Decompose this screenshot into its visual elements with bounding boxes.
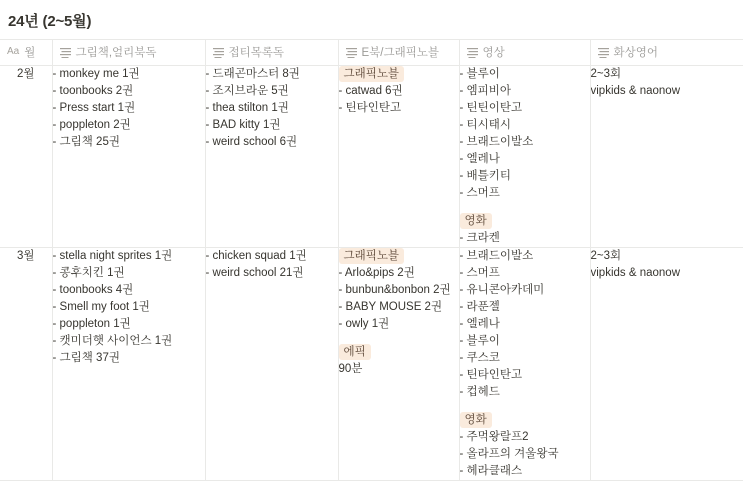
list-item: - 유니콘아카데미 xyxy=(460,282,590,299)
column-header-picture-books[interactable] xyxy=(52,40,205,66)
list-item: - 배틀키티 xyxy=(460,168,590,185)
list-item: - thea stilton 1권 xyxy=(206,100,338,117)
cell-ebook[interactable] xyxy=(338,66,459,248)
list-item: - bunbun&bonbon 2권 xyxy=(339,282,459,299)
list-item: - Smell my foot 1권 xyxy=(53,299,205,316)
sub-block xyxy=(339,344,459,378)
table-row[interactable] xyxy=(0,66,743,248)
list-item: - 캣미더햇 사이언스 1권 xyxy=(53,333,205,350)
list-item: - weird school 6권 xyxy=(206,134,338,151)
list-item: - 그림책 25권 xyxy=(53,134,205,151)
list-item: - weird school 21권 xyxy=(206,265,338,282)
list-item: - 올라프의 겨울왕국 xyxy=(460,446,590,463)
sub-block xyxy=(460,66,590,202)
sub-block xyxy=(339,248,459,333)
column-header-label: 영상 xyxy=(483,44,505,60)
list-item: - 라푼젤 xyxy=(460,299,590,316)
list-item: - 그림책 37권 xyxy=(53,350,205,367)
list-item: 2~3회 xyxy=(591,248,743,265)
list-item: vipkids & naonow xyxy=(591,265,743,282)
list-item: - 조지브라운 5권 xyxy=(206,83,338,100)
column-header-label: 접티목록독 xyxy=(229,44,285,60)
list-item: - 티시태시 xyxy=(460,117,590,134)
sub-block xyxy=(339,66,459,117)
sub-heading: 그래픽노블 xyxy=(339,248,405,264)
list-item: - chicken squad 1권 xyxy=(206,248,338,265)
list-item: - 틴타인탄고 xyxy=(460,367,590,384)
list-item: - Arlo&pips 2권 xyxy=(339,265,459,282)
column-header-month[interactable] xyxy=(0,40,52,66)
cell-chapter-books[interactable] xyxy=(205,66,338,248)
cell-english[interactable] xyxy=(590,66,743,248)
sub-block xyxy=(460,213,590,247)
cell-video[interactable] xyxy=(459,248,590,481)
list-item: - BABY MOUSE 2권 xyxy=(339,299,459,316)
list-item: - monkey me 1권 xyxy=(53,66,205,83)
list-icon xyxy=(213,47,224,58)
cell-ebook[interactable] xyxy=(338,248,459,481)
column-header-chapter-books[interactable] xyxy=(205,40,338,66)
list-item: - 엠피비아 xyxy=(460,83,590,100)
list-item: - 드래곤마스터 8권 xyxy=(206,66,338,83)
list-item: - 컵헤드 xyxy=(460,384,590,401)
list-icon xyxy=(346,47,357,58)
list-item: - toonbooks 4권 xyxy=(53,282,205,299)
list-item: - 주먹왕랄프2 xyxy=(460,429,590,446)
list-item: - 엘레나 xyxy=(460,151,590,168)
cell-english[interactable] xyxy=(590,248,743,481)
list-item: - poppleton 1권 xyxy=(53,316,205,333)
list-item: - 스머프 xyxy=(460,185,590,202)
list-item: - poppleton 2권 xyxy=(53,117,205,134)
list-item: - 엘레나 xyxy=(460,316,590,333)
sub-heading: 에픽 xyxy=(339,344,371,360)
cell-month[interactable]: 2월 xyxy=(0,66,52,248)
database-table xyxy=(0,39,743,481)
list-icon xyxy=(60,47,71,58)
column-header-english[interactable] xyxy=(590,40,743,66)
list-item: - 브래드이발소 xyxy=(460,248,590,265)
list-item: - 틴틴이탄고 xyxy=(460,100,590,117)
sub-heading: 그래픽노블 xyxy=(339,66,405,82)
list-item: - 크라켄 xyxy=(460,230,590,247)
column-header-label: E북/그래픽노블 xyxy=(362,44,440,60)
table-body xyxy=(0,66,743,481)
sub-heading: 영화 xyxy=(460,412,492,428)
cell-chapter-books[interactable] xyxy=(205,248,338,481)
list-item: vipkids & naonow xyxy=(591,83,743,100)
list-icon xyxy=(598,47,609,58)
table-header-row xyxy=(0,40,743,66)
column-header-label: 그림책,얼리북독 xyxy=(76,44,157,60)
column-header-video[interactable] xyxy=(459,40,590,66)
cell-picture-books[interactable] xyxy=(52,66,205,248)
table-row[interactable] xyxy=(0,248,743,481)
list-item: - BAD kitty 1권 xyxy=(206,117,338,134)
list-icon xyxy=(467,47,478,58)
list-item: - 브래드이발소 xyxy=(460,134,590,151)
list-item: - owly 1권 xyxy=(339,316,459,333)
list-item: - 쿠스코 xyxy=(460,350,590,367)
cell-video[interactable] xyxy=(459,66,590,248)
list-item: - Press start 1권 xyxy=(53,100,205,117)
cell-month[interactable]: 3월 xyxy=(0,248,52,481)
text-aa-icon: Aa xyxy=(7,47,19,57)
list-item: - toonbooks 2권 xyxy=(53,83,205,100)
sub-heading: 영화 xyxy=(460,213,492,229)
page-title: 24년 (2~5월) xyxy=(0,10,743,39)
list-item: - 틴타인탄고 xyxy=(339,100,459,117)
list-item: - 헤라클래스 xyxy=(460,463,590,480)
column-header-label: 월 xyxy=(24,44,35,60)
column-header-label: 화상영어 xyxy=(614,44,658,60)
column-header-ebook[interactable] xyxy=(338,40,459,66)
cell-picture-books[interactable] xyxy=(52,248,205,481)
sub-block xyxy=(460,248,590,401)
spacer xyxy=(460,401,590,412)
list-item: 2~3회 xyxy=(591,66,743,83)
list-item: 90분 xyxy=(339,361,459,378)
list-item: - 블루이 xyxy=(460,333,590,350)
list-item: - 콩후치킨 1권 xyxy=(53,265,205,282)
list-item: - 블루이 xyxy=(460,66,590,83)
list-item: - 스머프 xyxy=(460,265,590,282)
list-item: - stella night sprites 1권 xyxy=(53,248,205,265)
spacer xyxy=(460,202,590,213)
list-item: - catwad 6권 xyxy=(339,83,459,100)
spacer xyxy=(339,333,459,344)
